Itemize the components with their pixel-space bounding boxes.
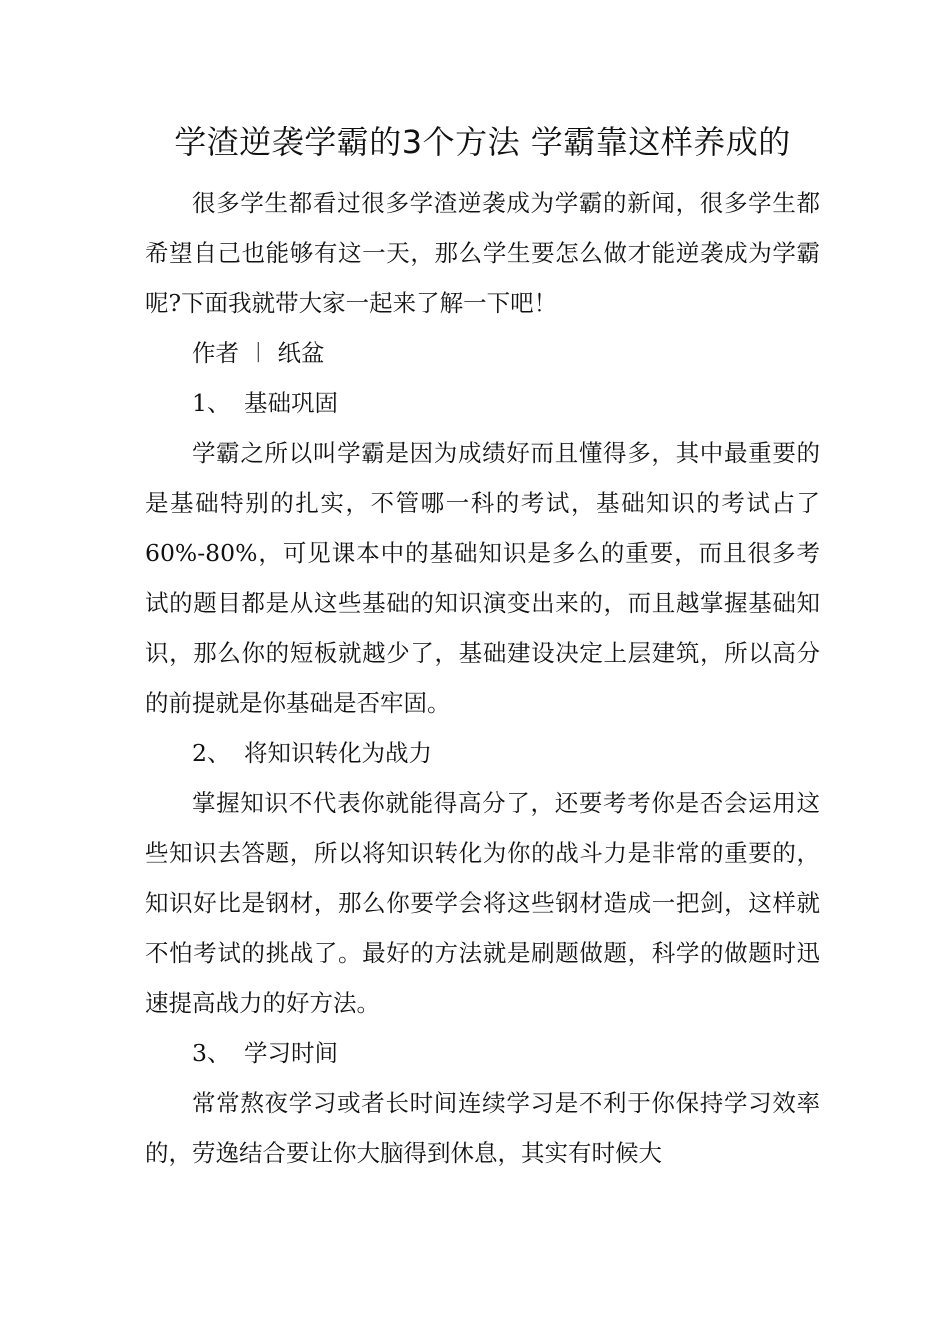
intro-paragraph: 很多学生都看过很多学渣逆袭成为学霸的新闻，很多学生都希望自己也能够有这一天，那么学生要怎么做才能逆袭成为学霸呢?下面我就带大家一起来了解一下吧！ xyxy=(145,189,820,317)
section-heading-text: 将知识转化为战力 xyxy=(244,739,432,767)
section-heading xyxy=(145,728,820,778)
section-2 xyxy=(145,728,820,1028)
section-heading-text: 学习时间 xyxy=(244,1039,338,1067)
section-number: 3、 xyxy=(192,1039,231,1067)
section-paragraph: 学霸之所以叫学霸是因为成绩好而且懂得多，其中最重要的是基础特别的扎实，不管哪一科的考试，基础知识的考试占了60%-80%，可见课本中的基础知识是多么的重要，而且很多考试的题目都是从这些基础的知识演变出来的，而且越掌握基础知识，那么你的短板就越少了，基础建设决定上层建筑，所以高分的前提就是你基础是否牢固。 xyxy=(145,439,820,717)
section-number: 2、 xyxy=(192,739,231,767)
section-3 xyxy=(145,1028,820,1178)
section-number: 1、 xyxy=(192,389,231,417)
section-heading xyxy=(145,1028,820,1078)
section-paragraph: 常常熬夜学习或者长时间连续学习是不利于你保持学习效率的，劳逸结合要让你大脑得到休息，其实有时候大 xyxy=(145,1089,820,1167)
section-heading-text: 基础巩固 xyxy=(244,389,338,417)
section-heading xyxy=(145,378,820,428)
author-line: 作者 ︱ 纸盆 xyxy=(192,339,325,367)
section-1 xyxy=(145,378,820,728)
section-paragraph: 掌握知识不代表你就能得高分了，还要考考你是否会运用这些知识去答题，所以将知识转化为你的战斗力是非常的重要的，知识好比是钢材，那么你要学会将这些钢材造成一把剑，这样就不怕考试的挑战了。最好的方法就是刷题做题，科学的做题时迅速提高战力的好方法。 xyxy=(145,789,820,1017)
document-title: 学渣逆袭学霸的3个方法 学霸靠这样养成的 xyxy=(174,123,791,161)
